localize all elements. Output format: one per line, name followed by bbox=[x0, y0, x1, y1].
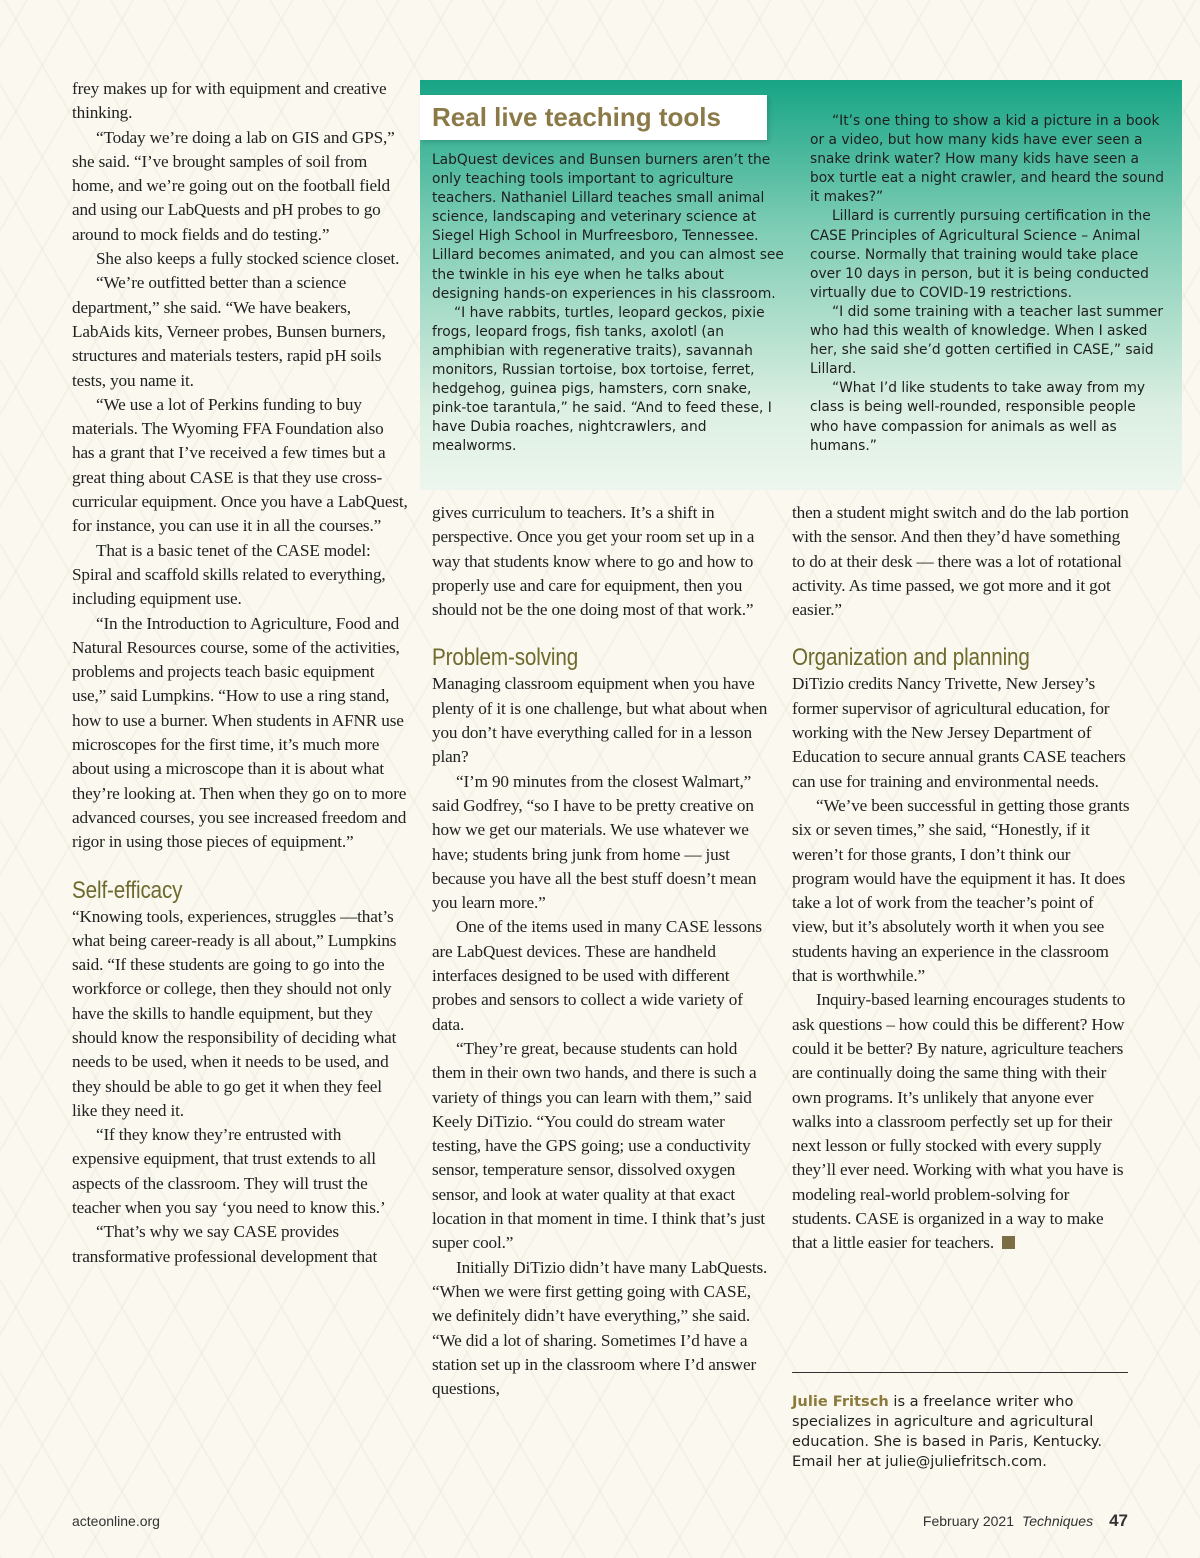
paragraph: “I’m 90 minutes from the closest Walmart,” said Godfrey, “so I have to be pretty creative on how we get our materials. We use whatever we have; students bring junk from home — just because you have all the best stuff doesn’t mean you learn more.” bbox=[432, 771, 757, 913]
paragraph: “That’s why we say CASE provides transformative professional development that bbox=[72, 1222, 378, 1266]
section-heading-self-efficacy: Self-efficacy bbox=[72, 876, 183, 904]
paragraph: She also keeps a fully stocked science closet. bbox=[96, 249, 400, 269]
bio-divider bbox=[792, 1372, 1128, 1373]
paragraph: Managing classroom equipment when you have plenty of it is one challenge, but what about when you don’t have everything called for in a lesson plan? bbox=[432, 674, 768, 767]
paragraph: frey makes up for with equipment and creative thinking. bbox=[72, 79, 387, 123]
paragraph: “We use a lot of Perkins funding to buy materials. The Wyoming FFA Foundation also has a grant that I’ve received a few times but a great thing about CASE is that they use cross-curricular equipment. Once you have a LabQuest, for instance, you can use it in all the courses.” bbox=[72, 394, 408, 536]
footer-issue bbox=[923, 1511, 1128, 1531]
paragraph: “We’re outfitted better than a science department,” she said. “We have beakers, LabAids kits, Verneer probes, Bunsen burners, structures and materials testers, rapid pH soils tests, you name it. bbox=[72, 273, 386, 390]
article-column-2 bbox=[432, 501, 770, 1401]
paragraph: then a student might switch and do the lab portion with the sensor. And then they’d have something to do at their desk — there was a lot of rotational activity. As time passed, we got more and it got easier.” bbox=[792, 503, 1129, 620]
sidebar-box bbox=[420, 80, 1182, 490]
footer-magazine: Techniques bbox=[1021, 1513, 1094, 1529]
article-column-1 bbox=[72, 77, 408, 1269]
paragraph: “Today we’re doing a lab on GIS and GPS,” she said. “I’ve brought samples of soil from home, and we’re going out on the football field and using our LabQuests and pH probes to go around to mock fields and do testing.” bbox=[72, 127, 395, 244]
paragraph: “In the Introduction to Agriculture, Food and Natural Resources course, some of the activities, problems and projects teach basic equipment use,” said Lumpkins. “How to use a ring stand, how to use a burner. When students in AFNR use microscopes for the first time, it’s much more about using a microscope than it is about what they’re looking at. Then when they go on to more advanced courses, you see increased freedom and rigor in using those pieces of equipment.” bbox=[72, 613, 407, 852]
author-bio bbox=[792, 1392, 1132, 1472]
paragraph: “We’ve been successful in getting those grants six or seven times,” she said, “Honestly, if it weren’t for those grants, I don’t think our program would have the equipment it has. It does take a lot of work from the teacher’s point of view, but it’s absolutely worth it when you see students having an experience in the classroom that is worthwhile.” bbox=[792, 795, 1130, 986]
paragraph: Initially DiTizio didn’t have many LabQuests. “When we were first getting going with CASE, we definitely didn’t have everything,” she said. “We did a lot of sharing. Sometimes I’d have a station set up in the classroom where I’d answer questions, bbox=[432, 1257, 768, 1399]
paragraph: One of the items used in many CASE lessons are LabQuest devices. These are handheld interfaces designed to be used with different probes and sensors to collect a wide variety of data. bbox=[432, 917, 762, 1034]
sidebar-paragraph: Lillard is currently pursuing certification in the CASE Principles of Agricultural Science – Animal course. Normally that training would take place over 10 days in person, but it is being conducted virtually due to COVID-19 restrictions. bbox=[810, 208, 1151, 301]
paragraph: DiTizio credits Nancy Trivette, New Jersey’s former supervisor of agricultural education, for working with the New Jersey Department of Education to secure annual grants CASE teachers can use for training and environmental needs. bbox=[792, 674, 1126, 791]
page-number: 47 bbox=[1109, 1511, 1128, 1530]
author-name: Julie Fritsch bbox=[792, 1393, 889, 1410]
paragraph: “They’re great, because students can hold them in their own two hands, and there is such a variety of things you can learn with them,” said Keely DiTizio. “You could do stream water testing, have the GPS going; use a conductivity sensor, temperature sensor, dissolved oxygen sensor, and look at water quality at that exact location in that moment in time. I think that’s just super cool.” bbox=[432, 1038, 766, 1253]
author-bio-text: is a freelance writer who specializes in agriculture and agricultural education. She is based in Paris, Kentucky. Email her at julie@juliefritsch.com. bbox=[792, 1393, 1102, 1470]
sidebar-column-1 bbox=[432, 151, 786, 457]
sidebar-title-box bbox=[420, 95, 767, 140]
sidebar-paragraph: LabQuest devices and Bunsen burners aren’t the only teaching tools important to agriculture teachers. Nathaniel Lillard teaches small animal science, landscaping and veterinary science at Siegel High School in Murfreesboro, Tennessee. Lillard becomes animated, and you can almost see the twinkle in his eye when he talks about designing hands-on experiences in his classroom. bbox=[432, 152, 784, 302]
sidebar-paragraph: “I did some training with a teacher last summer who had this wealth of knowledge. When I asked her, she said she’d gotten certified in CASE,” said Lillard. bbox=[810, 303, 1164, 378]
section-heading-problem-solving: Problem-solving bbox=[432, 644, 579, 672]
sidebar-paragraph: “It’s one thing to show a kid a picture in a book or a video, but how many kids have ever seen a snake drink water? How many kids have seen a box turtle eat a night crawler, and heard the sound it makes?” bbox=[810, 113, 1164, 206]
sidebar-title: Real live teaching tools bbox=[432, 102, 721, 132]
paragraph: “If they know they’re entrusted with expensive equipment, that trust extends to all aspects of the classroom. They will trust the teacher when you say ‘you need to know this.’ bbox=[72, 1125, 386, 1218]
paragraph: “Knowing tools, experiences, struggles —that’s what being career-ready is all about,” Lumpkins said. “If these students are going to go into the workforce or college, then they should not only have the skills to handle equipment, but they should know the responsibility of deciding what needs to be used, when it needs to be used, and they should be able to go get it when they feel like they need it. bbox=[72, 906, 397, 1120]
sidebar-paragraph: “I have rabbits, turtles, leopard geckos, pixie frogs, leopard frogs, fish tanks, axolotl (an amphibian with regenerative traits), savannah monitors, Russian tortoise, box tortoise, ferret, hedgehog, guinea pigs, hamsters, corn snake, pink-toe tarantula,” he said. “And to feed these, I have Dubia roaches, nightcrawlers, and mealworms. bbox=[432, 304, 772, 455]
end-of-article-mark bbox=[1002, 1236, 1015, 1249]
paragraph: gives curriculum to teachers. It’s a shift in perspective. Once you get your room set up in a way that students know where to go and how to properly use and care for equipment, then you should not be the one doing most of that work.” bbox=[432, 503, 755, 620]
paragraph: That is a basic tenet of the CASE model: Spiral and scaffold skills related to everything, including equipment use. bbox=[72, 540, 386, 609]
paragraph bbox=[792, 988, 1130, 1255]
paragraph-text: Inquiry-based learning encourages students to ask questions – how could this be different? How could it be better? By nature, agriculture teachers are continually doing the same thing with their own programs. It’s unlikely that anyone ever walks into a classroom perfectly set up for their next lesson or fully stocked with every supply they’ll ever need. Working with what you have is modeling real-world problem-solving for students. CASE is organized in a way to make that a little easier for teachers. bbox=[792, 990, 1126, 1253]
footer-website: acteonline.org bbox=[72, 1513, 160, 1529]
sidebar-paragraph: “What I’d like students to take away from my class is being well-rounded, responsible people who have compassion for animals as well as humans.” bbox=[810, 380, 1146, 454]
article-column-3 bbox=[792, 501, 1130, 1256]
footer-date: February 2021 bbox=[922, 1513, 1014, 1529]
sidebar-column-2 bbox=[810, 112, 1166, 456]
section-heading-organization: Organization and planning bbox=[792, 644, 1030, 672]
